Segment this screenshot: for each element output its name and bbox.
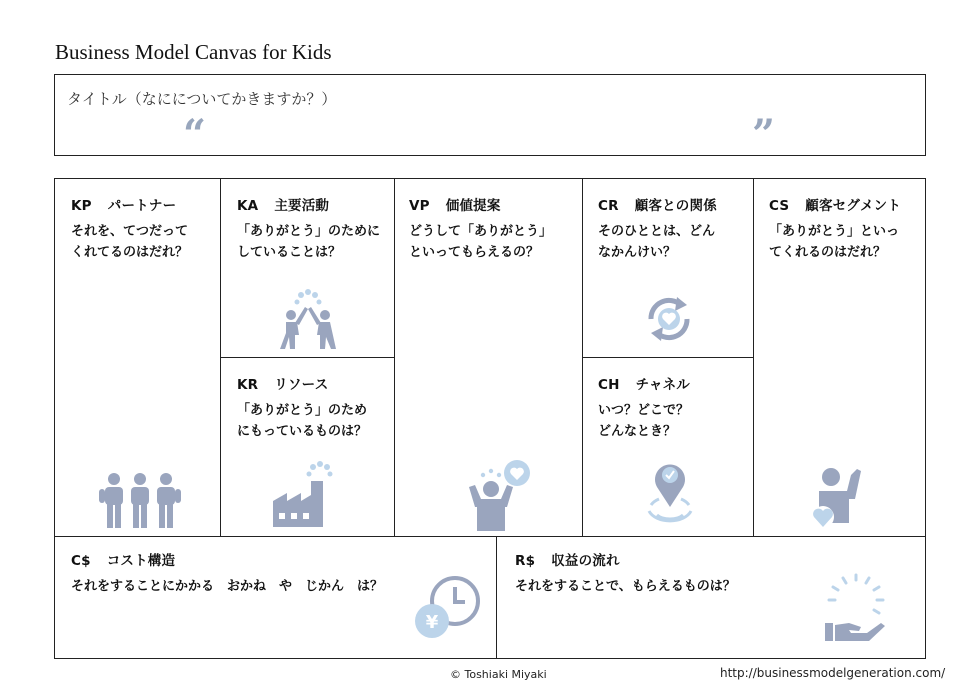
block-heading [598,194,717,214]
block-question: それを、てつだって くれてるのはだれ？ [71,224,189,260]
block-name: 価値提案 [445,198,501,214]
block-name: 収益の流れ [551,553,620,569]
business-model-canvas [54,178,926,659]
block-heading [237,194,329,214]
block-name: 主要活動 [274,198,330,214]
block-name: 顧客セグメント [805,198,902,214]
hand-receiving-icon [821,573,891,643]
location-pin-signal-icon [645,457,695,527]
divider [496,536,497,658]
close-quote-icon: ” [752,111,776,158]
divider [220,357,394,358]
block-code: VP [409,198,430,214]
block-code: KP [71,198,92,214]
team-of-three-people-icon [99,471,181,529]
block-question: どうして「ありがとう」 といってもらえるの？ [409,224,553,260]
block-question: 「ありがとう」のため にもっているものは？ [237,403,368,439]
factory-icon [271,461,335,527]
divider [582,357,753,358]
two-kids-high-five-icon [277,289,339,351]
block-heading [769,194,901,214]
block-heading [409,194,501,214]
block-heading [515,549,620,569]
block-code: CH [598,377,620,393]
block-code: CS [769,198,790,214]
block-question: それをすることにかかる おかね や じかん は？ [71,579,384,594]
divider [55,536,925,537]
person-with-heart-bubble-icon [465,459,533,531]
block-code: C$ [71,553,91,569]
block-code: R$ [515,553,536,569]
block-heading [71,549,175,569]
block-question: いつ？どこで？ どんなとき？ [598,403,690,439]
block-heading [598,373,690,393]
block-code: KA [237,198,259,214]
block-question: 「ありがとう」のために していることは？ [237,224,381,260]
block-name: パートナー [107,198,177,214]
title-prompt-label: タイトル（なにについてかきますか？） [67,90,337,108]
block-code: CR [598,198,619,214]
person-raising-hand-heart-icon [813,465,865,529]
divider [753,179,754,536]
clock-yen-icon [415,575,483,641]
copyright-notice: © Toshiaki Miyaki [450,668,547,681]
title-input-box[interactable] [54,74,926,156]
source-link[interactable]: http://businessmodelgeneration.com/ [720,666,946,680]
block-name: リソース [274,377,329,393]
block-question: 「ありがとう」といっ てくれるのはだれ？ [769,224,900,260]
block-name: 顧客との関係 [634,198,717,214]
divider [394,179,395,536]
document-title: Business Model Canvas for Kids [55,40,332,64]
svg-text:¥: ¥ [425,612,439,633]
block-name: コスト構造 [106,553,176,569]
block-heading [71,194,176,214]
circular-arrows-heart-icon [641,291,697,347]
open-quote-icon: “ [183,111,207,158]
block-code: KR [237,377,259,393]
block-name: チャネル [635,377,691,393]
block-question: そのひととは、どん なかんけい？ [598,224,716,260]
block-question: それをすることで、もらえるものは？ [515,579,736,594]
block-heading [237,373,328,393]
